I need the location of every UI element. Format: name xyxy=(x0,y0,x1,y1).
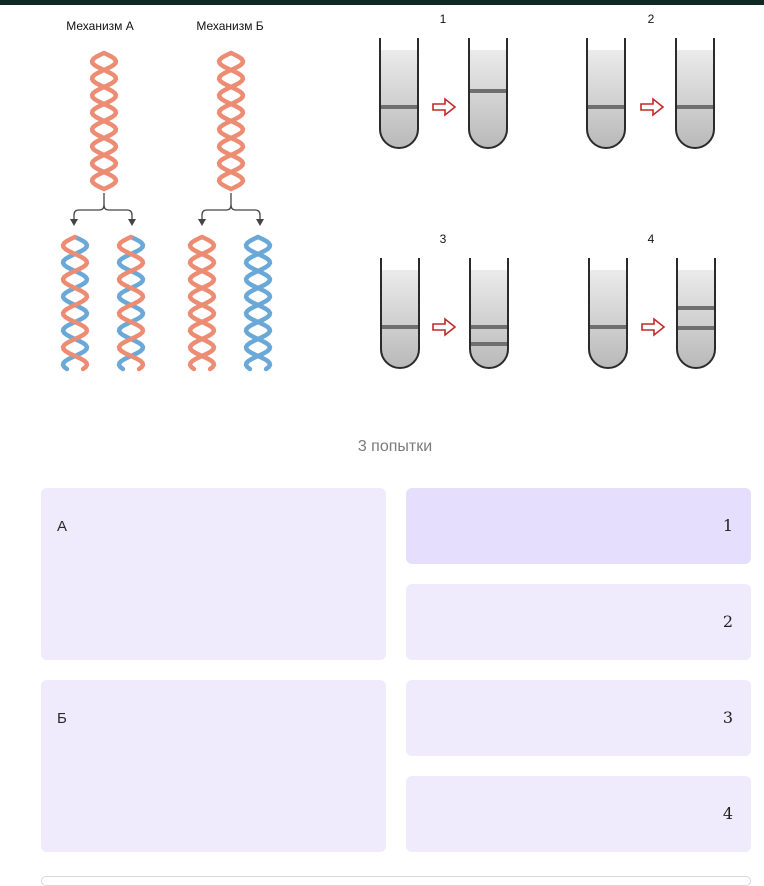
dna-replication-figure xyxy=(0,5,764,405)
mechanism-a-title: Механизм А xyxy=(66,19,134,33)
tube-group-label-2: 2 xyxy=(647,12,655,26)
arrow-right-icon xyxy=(433,99,455,115)
answer-option-4[interactable] xyxy=(406,776,751,852)
bracket-b xyxy=(198,193,264,226)
bracket-a xyxy=(70,193,136,226)
arrow-right-icon xyxy=(642,319,664,335)
tube-group-label-1: 1 xyxy=(439,12,447,26)
answer-option-label: 3 xyxy=(722,708,733,727)
match-target-label: Б xyxy=(57,710,67,727)
tube-3-before xyxy=(381,258,419,368)
answer-option-label: 1 xyxy=(722,516,733,535)
answer-option-label: 2 xyxy=(722,612,733,631)
tube-4-after xyxy=(677,258,715,368)
tube-2-after xyxy=(676,38,714,148)
attempts-counter: 3 попытки xyxy=(357,438,433,455)
mechanism-b-title: Механизм Б xyxy=(196,19,264,33)
tube-2-before xyxy=(587,38,625,148)
arrow-right-icon xyxy=(641,99,663,115)
dna-helices xyxy=(63,53,270,369)
tube-3-after xyxy=(470,258,508,368)
match-target-b[interactable] xyxy=(41,680,386,852)
answer-option-1[interactable] xyxy=(406,488,751,564)
answer-option-label: 4 xyxy=(722,804,733,823)
next-section-edge xyxy=(41,876,751,886)
answer-option-3[interactable] xyxy=(406,680,751,756)
arrow-right-icon xyxy=(433,319,455,335)
tube-1-before xyxy=(380,38,418,148)
match-target-label: А xyxy=(57,518,68,535)
tube-group-label-3: 3 xyxy=(439,232,447,246)
test-tubes xyxy=(380,38,715,368)
answer-option-2[interactable] xyxy=(406,584,751,660)
tube-4-before xyxy=(589,258,627,368)
tube-group-label-4: 4 xyxy=(647,232,655,246)
tube-1-after xyxy=(469,38,507,148)
match-target-a[interactable] xyxy=(41,488,386,660)
